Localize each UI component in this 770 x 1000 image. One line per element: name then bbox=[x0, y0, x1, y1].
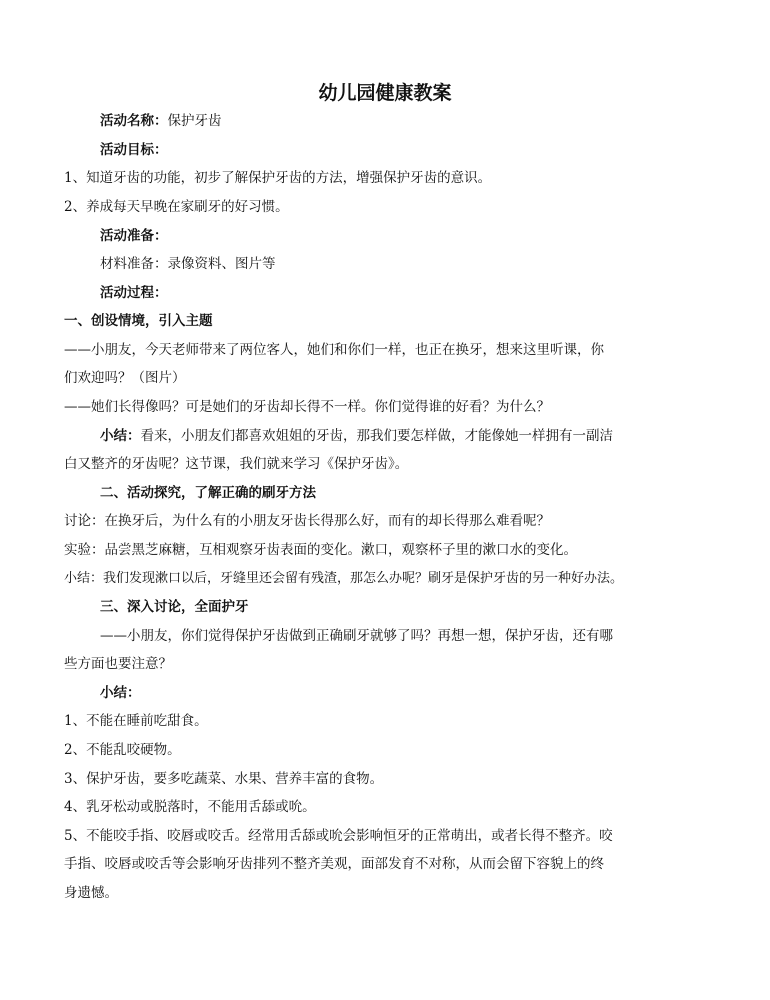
section1-paragraph1-line1: ——小朋友，今天老师带来了两位客人，她们和你们一样，也正在换牙，想来这里听课，你 bbox=[64, 342, 604, 358]
section3-paragraph-line1: ——小朋友，你们觉得保护牙齿做到正确刷牙就够了吗？再想一想，保护牙齿，还有哪 bbox=[100, 628, 613, 644]
prep-heading: 活动准备： bbox=[100, 228, 168, 244]
summary-item-4: 4、乳牙松动或脱落时，不能用舌舔或吮。 bbox=[64, 799, 316, 815]
page-title: 幼儿园健康教案 bbox=[318, 82, 452, 104]
section2-summary: 小结：我们发现漱口以后，牙缝里还会留有残渣，那怎么办呢？刷牙是保护牙齿的另一种好办法。 bbox=[64, 571, 624, 586]
summary-item-3: 3、保护牙齿，要多吃蔬菜、水果、营养丰富的食物。 bbox=[64, 771, 384, 787]
section1-summary-label: 小结： bbox=[100, 428, 141, 444]
activity-name-value: 保护牙齿 bbox=[167, 113, 222, 129]
section3-paragraph-line2: 些方面也要注意？ bbox=[64, 656, 172, 672]
summary-item-1: 1、不能在睡前吃甜食。 bbox=[64, 713, 208, 729]
summary-item-5-line3: 身遗憾。 bbox=[64, 885, 118, 901]
prep-materials: 材料准备：录像资料、图片等 bbox=[100, 256, 276, 272]
summary-item-5-line1: 5、不能咬手指、咬唇或咬舌。经常用舌舔或吮会影响恒牙的正常萌出，或者长得不整齐。咬 bbox=[64, 828, 613, 844]
section2-discussion: 讨论：在换牙后，为什么有的小朋友牙齿长得那么好，而有的却长得那么难看呢？ bbox=[64, 513, 550, 529]
section3-heading: 三、深入讨论，全面护牙 bbox=[100, 599, 249, 615]
summary-item-5-line2: 手指、咬唇或咬舌等会影响牙齿排列不整齐美观，面部发育不对称，从而会留下容貌上的终 bbox=[64, 856, 604, 872]
goal-item-1: 1、知道牙齿的功能，初步了解保护牙齿的方法，增强保护牙齿的意识。 bbox=[64, 170, 492, 186]
section1-paragraph1-line2: 们欢迎吗？（图片） bbox=[64, 370, 186, 386]
activity-name-line bbox=[100, 111, 222, 131]
summary-item-2: 2、不能乱咬硬物。 bbox=[64, 742, 181, 758]
section1-summary-line1 bbox=[100, 426, 613, 446]
section2-heading: 二、活动探究，了解正确的刷牙方法 bbox=[100, 485, 316, 501]
process-heading: 活动过程： bbox=[100, 285, 168, 301]
section1-summary-text: 看来，小朋友们都喜欢姐姐的牙齿，那我们要怎样做，才能像她一样拥有一副洁 bbox=[140, 428, 613, 444]
section1-summary-line2: 白又整齐的牙齿呢？这节课，我们就来学习《保护牙齿》。 bbox=[64, 456, 409, 472]
goal-item-2: 2、养成每天早晚在家刷牙的好习惯。 bbox=[64, 199, 289, 215]
activity-name-label: 活动名称： bbox=[100, 113, 168, 129]
section1-paragraph2: ——她们长得像吗？可是她们的牙齿却长得不一样。你们觉得谁的好看？为什么？ bbox=[64, 399, 550, 415]
section2-experiment: 实验：品尝黑芝麻糖，互相观察牙齿表面的变化。漱口，观察杯子里的漱口水的变化。 bbox=[64, 542, 577, 558]
section1-heading: 一、创设情境，引入主题 bbox=[64, 313, 213, 329]
section3-summary-label: 小结： bbox=[100, 685, 141, 701]
goals-heading: 活动目标： bbox=[100, 142, 168, 158]
